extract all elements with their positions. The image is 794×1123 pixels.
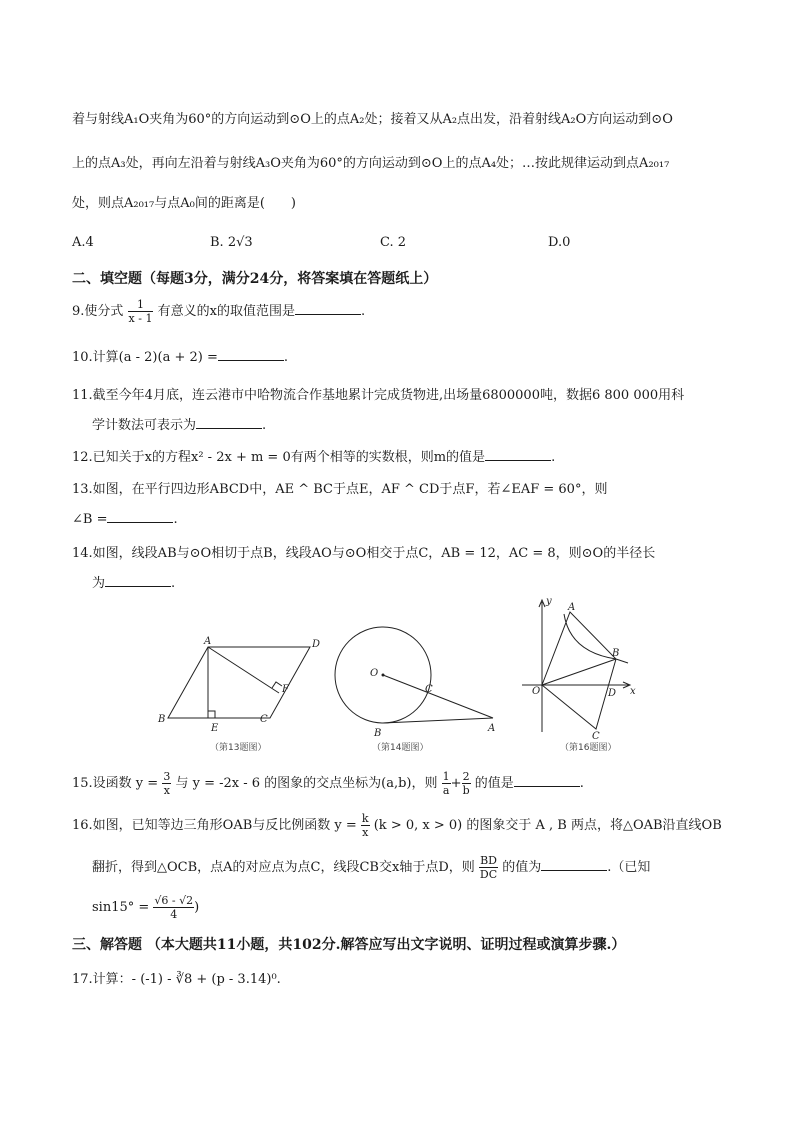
q15: 15.设函数 y = $\frac{3}{x}$ 与 y = -2x - 6 的图象的交点坐标为(a,b)，则 $\frac{1}{a}$ + $\frac{2}{b}$ 的值是 . xyxy=(72,770,584,797)
right-angle-e xyxy=(208,711,215,718)
q8-option-c: C. 2 xyxy=(380,235,407,250)
q16-frac-bd: BD xyxy=(480,854,497,867)
fig16-caption: （第16题图） xyxy=(560,743,617,753)
q15-frac-3-num: 2 xyxy=(462,770,470,783)
q11-line-1: 11.截至今年4月底，连云港市中哈物流合作基地累计完成货物进,出场量6800000吨，数据6 800 000用科 xyxy=(72,388,685,403)
fig16-label-x: x xyxy=(630,686,636,697)
fig16-label-d: D xyxy=(608,688,617,699)
q16-frac-sin-den: 4 xyxy=(170,908,178,921)
q12: 12.已知关于x的方程x² - 2x + m = 0有两个相等的实数根，则m的值是 . xyxy=(72,450,556,465)
q16-line-2 xyxy=(92,854,650,881)
q9-answer-blank xyxy=(295,302,361,315)
q8-line-1: 着与射线A₁O夹角为60°的方向运动到⊙O上的点A₂处；接着又从A₂点出发，沿着射线A₂O方向运动到⊙O xyxy=(72,112,673,127)
fig14-label-o: O xyxy=(370,668,379,679)
q15-frac-3 xyxy=(462,770,471,797)
section-2-heading: 二、填空题（每题3分，满分24分，将答案填在答题纸上） xyxy=(72,271,438,287)
q16-answer-blank xyxy=(541,858,607,871)
fig14-label-c: C xyxy=(425,684,433,695)
q10-text: 10.计算(a - 2)(a + 2) = xyxy=(72,350,218,365)
q15-answer-blank xyxy=(514,774,580,787)
q15-frac-2-num: 1 xyxy=(442,770,450,783)
q11-line-2-text: 学计数法可表示为 xyxy=(92,418,197,433)
q16-line-2b: 的值为 xyxy=(502,860,542,875)
q16-frac-k-num: k xyxy=(361,812,369,825)
q8-line-2: 上的点A₃处，再向左沿着与射线A₃O夹角为60°的方向运动到⊙O上的点A₄处；…按此规律运动到点A₂₀₁₇ xyxy=(72,156,670,171)
q9-frac-den: x - 1 xyxy=(128,312,153,325)
q16-frac-sin-num: √6 - √2 xyxy=(154,894,194,907)
q15-plus: + xyxy=(450,776,462,791)
figure-13 xyxy=(168,647,310,718)
q10: 10.计算(a - 2)(a + 2) = . xyxy=(72,350,288,365)
fig16-label-b: B xyxy=(612,648,620,659)
q11-line-2: 学计数法可表示为 . xyxy=(92,418,267,433)
q15-frac-1-num: 3 xyxy=(163,770,171,783)
curve-tail xyxy=(616,659,628,663)
q9-prefix: 9.使分式 xyxy=(72,304,124,319)
q13-answer-blank xyxy=(107,510,173,523)
q12-text: 12.已知关于x的方程x² - 2x + m = 0有两个相等的实数根，则m的值是 xyxy=(72,450,486,465)
altitude-af xyxy=(208,647,279,693)
right-angle-f xyxy=(272,682,282,688)
fig14-caption: （第14题图） xyxy=(372,743,429,753)
q13-line-2: ∠B = . xyxy=(72,512,178,527)
q14-answer-blank xyxy=(105,574,171,587)
figure-16 xyxy=(522,600,630,732)
fig13-label-c: C xyxy=(260,714,268,725)
fig16-label-y: y xyxy=(546,596,552,607)
parallelogram-abcd xyxy=(168,647,310,718)
q10-answer-blank xyxy=(218,348,284,361)
q15-frac-2 xyxy=(442,770,451,797)
fig13-label-a: A xyxy=(204,636,212,647)
figure-14 xyxy=(335,627,493,723)
q8-option-a: A.4 xyxy=(72,235,94,250)
fig14-label-a: A xyxy=(488,723,496,734)
fig13-label-f: F xyxy=(282,684,289,695)
q8-option-b: B. 2√3 xyxy=(210,235,253,250)
q9-suffix: 有意义的x的取值范围是 xyxy=(157,304,295,319)
q14-line-2: 为 . xyxy=(92,576,176,591)
fig13-label-e: E xyxy=(211,723,219,734)
center-o-dot xyxy=(382,674,385,677)
q13-line-1: 13.如图，在平行四边形ABCD中，AE ^ BC于点E，AF ^ CD于点F，若∠EAF = 60°，则 xyxy=(72,482,608,497)
q8-option-d: D.0 xyxy=(548,235,571,250)
q15-frac-2-den: a xyxy=(442,784,450,797)
q9-fraction xyxy=(128,298,154,325)
q8-line-3: 处，则点A₂₀₁₇与点A₀间的距离是( ) xyxy=(72,196,296,211)
fig13-label-b: B xyxy=(158,714,166,725)
q16-line-1a: 16.如图，已知等边三角形OAB与反比例函数 y = xyxy=(72,818,357,833)
q16-line-3b: ) xyxy=(194,900,200,915)
fig14-label-b: B xyxy=(374,728,382,739)
q13-line-2-text: ∠B = xyxy=(72,512,108,527)
triangle-oab xyxy=(542,612,616,685)
q15-frac-3-den: b xyxy=(462,784,470,797)
fig16-label-c: C xyxy=(592,731,600,742)
triangle-ocb xyxy=(542,659,616,729)
figures-row xyxy=(150,592,650,762)
q14-line-2-text: 为 xyxy=(92,576,106,591)
q12-answer-blank xyxy=(485,448,551,461)
fig13-caption: （第13题图） xyxy=(210,743,267,753)
q16-line-2c: .（已知 xyxy=(607,860,651,875)
q15-mid: 与 y = -2x - 6 的图象的交点坐标为(a,b)，则 xyxy=(175,776,438,791)
q16-line-3 xyxy=(92,894,199,921)
q17: 17.计算：- (-1) - ∛8 + (p - 3.14)⁰. xyxy=(72,972,281,987)
q16-line-1b: (k > 0, x > 0) 的图象交于 A , B 两点，将△OAB沿直线OB xyxy=(373,818,722,833)
q16-line-1 xyxy=(72,812,722,839)
hyperbola-curve xyxy=(564,614,616,659)
fig16-label-o: O xyxy=(532,686,541,697)
q16-frac-bd-dc xyxy=(479,854,498,881)
q9-frac-num: 1 xyxy=(128,298,154,312)
q16-line-3a: sin15° = xyxy=(92,900,150,915)
q15-suffix: 的值是 xyxy=(474,776,514,791)
q14-line-1: 14.如图，线段AB与⊙O相切于点B，线段AO与⊙O相交于点C，AB = 12，AC = 8，则⊙O的半径长 xyxy=(72,546,656,561)
segment-ao xyxy=(383,675,493,718)
q15-frac-1-den: x xyxy=(163,784,170,797)
q15-frac-1 xyxy=(162,770,171,797)
q15-prefix: 15.设函数 y = xyxy=(72,776,159,791)
q16-frac-k xyxy=(361,812,370,839)
fig13-label-d: D xyxy=(312,639,321,650)
q16-frac-dc: DC xyxy=(479,868,498,881)
section-3-heading: 三、解答题 （本大题共11小题，共102分.解答应写出文字说明、证明过程或演算步骤.） xyxy=(72,937,626,953)
q9: 9.使分式 $\frac{1}{x - 1}$ 有意义的x的取值范围是 . xyxy=(72,298,366,325)
q16-frac-sin xyxy=(153,894,194,921)
q16-frac-k-den: x xyxy=(362,826,369,839)
q11-answer-blank xyxy=(196,416,262,429)
q16-line-2a: 翻折，得到△OCB，点A的对应点为点C，线段CB交x轴于点D，则 xyxy=(92,860,475,875)
fig16-label-a: A xyxy=(568,602,576,613)
